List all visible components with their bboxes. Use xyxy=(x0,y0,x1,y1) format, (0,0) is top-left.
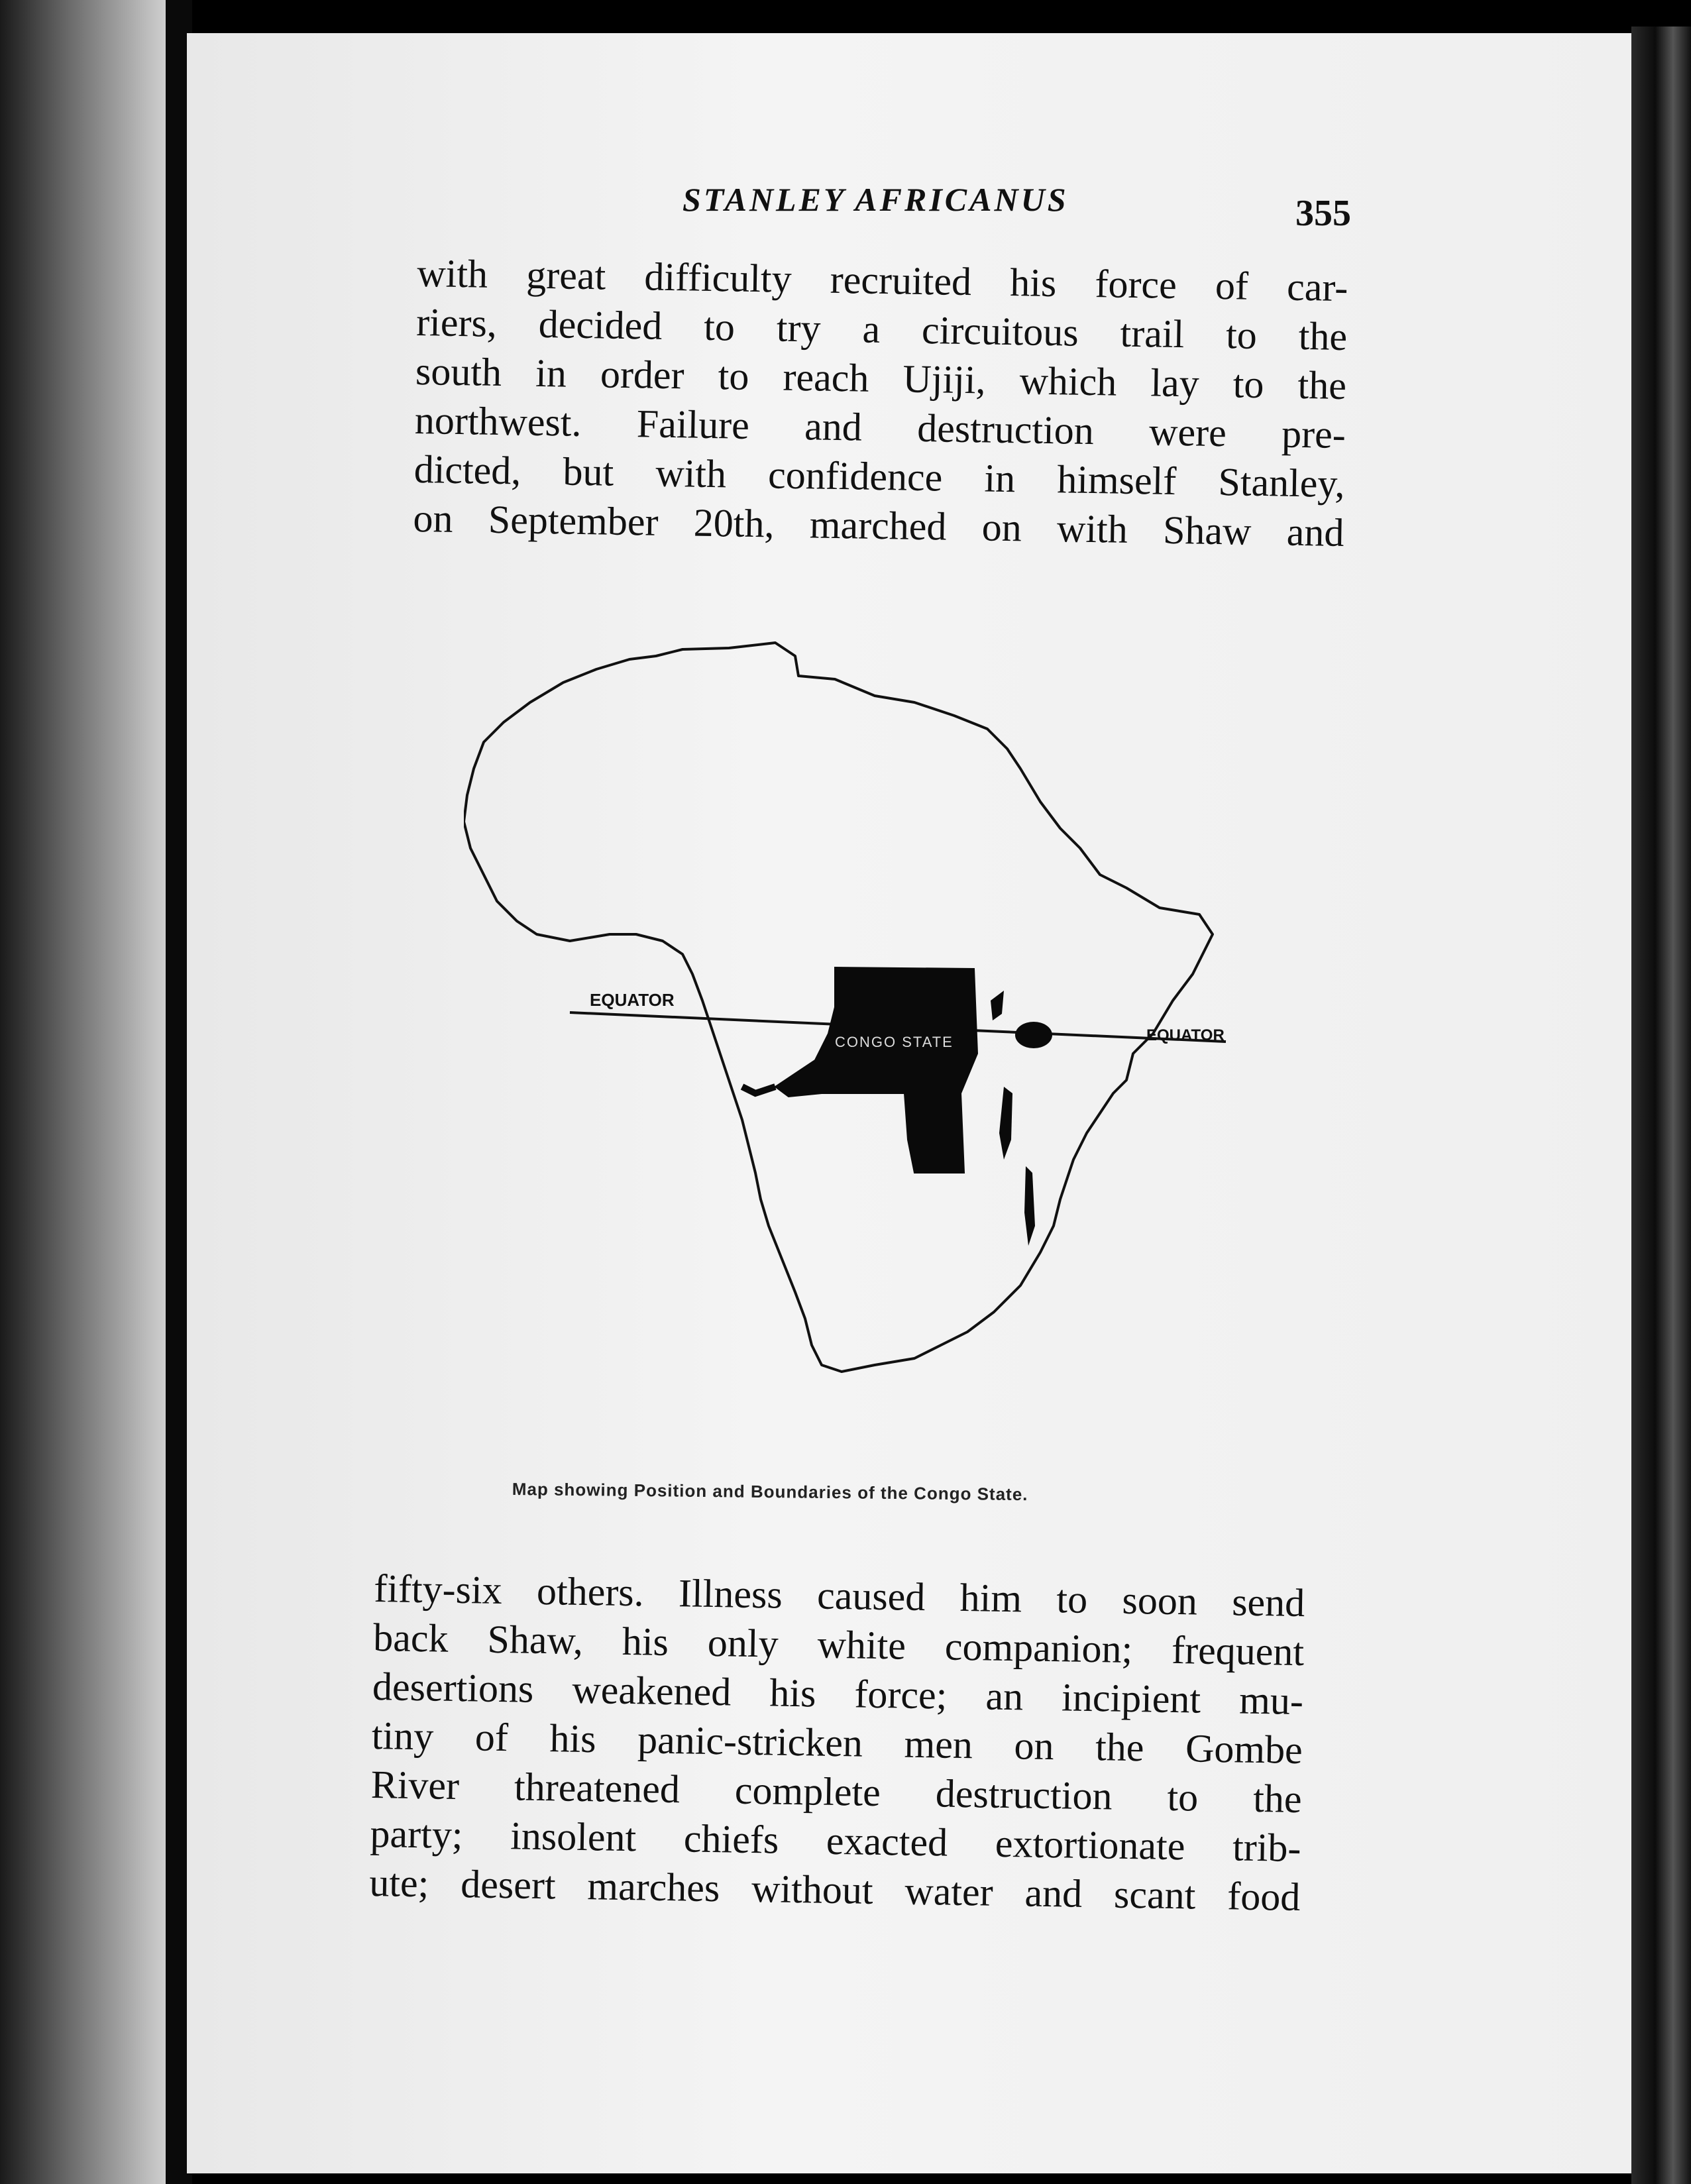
coast-detail xyxy=(742,1087,775,1093)
text-line: River threatened complete destruction to the xyxy=(370,1762,1303,1822)
map-caption: Map showing Position and Boundaries of the Congo State. xyxy=(512,1479,1028,1505)
congo-state-region xyxy=(775,967,977,1173)
lower-paragraph xyxy=(369,1564,1305,1922)
text-line: dicted, but with confidence in himself Stanley, xyxy=(413,447,1346,506)
text-line: tiny of his panic-stricken men on the Gombe xyxy=(371,1713,1303,1773)
text-line: fifty-six others. Illness caused him to soon send xyxy=(373,1566,1305,1625)
page-edge-shadow xyxy=(1631,27,1691,2184)
text-line: ute; desert marches without water and scant food xyxy=(368,1860,1301,1920)
equator-label-right: EQUATOR xyxy=(1146,1026,1225,1044)
running-head: STANLEY AFRICANUS xyxy=(682,181,1069,218)
text-line: northwest. Failure and destruction were pre- xyxy=(414,398,1346,457)
text-line: with great difficulty recruited his force of car- xyxy=(416,250,1348,310)
facing-page-edge xyxy=(0,0,174,2184)
lake-tanganyika xyxy=(999,1087,1012,1160)
upper-paragraph xyxy=(413,248,1348,557)
text-line: south in order to reach Ujiji, which lay to the xyxy=(415,349,1347,408)
lake-nyasa xyxy=(1024,1166,1035,1246)
page-number: 355 xyxy=(1295,193,1351,234)
lake-albert xyxy=(991,991,1004,1020)
equator-label-left: EQUATOR xyxy=(590,990,675,1010)
text-line: on September 20th, marched on with Shaw and xyxy=(413,496,1344,555)
text-line: riers, decided to try a circuitous trail to the xyxy=(415,300,1348,359)
text-line: party; insolent chiefs exacted extortionate trib- xyxy=(370,1811,1301,1871)
text-line: back Shaw, his only white companion; frequent xyxy=(372,1615,1305,1674)
africa-map xyxy=(464,629,1299,1464)
lake-victoria xyxy=(1015,1022,1052,1048)
text-line: desertions weakened his force; an incipient mu- xyxy=(372,1664,1304,1723)
congo-state-label: CONGO STATE xyxy=(835,1034,954,1050)
